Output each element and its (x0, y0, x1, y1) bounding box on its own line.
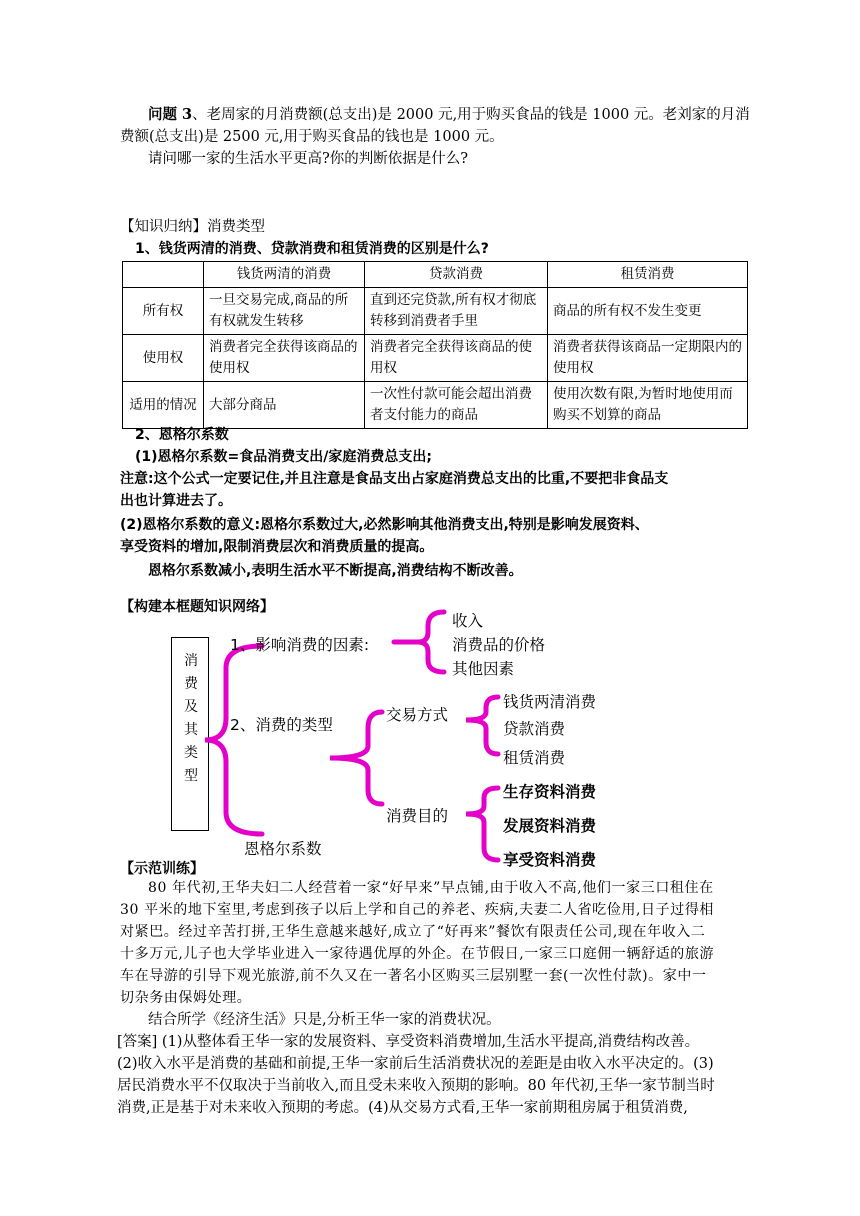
root-char: 消 (184, 653, 198, 669)
answer-line: [答案] (1)从整体看王华一家的发展资料、享受资料消费增加,生活水平提高,消费结构改善。 (117, 1034, 700, 1050)
knowledge-heading: 【知识归纳】消费类型 (120, 219, 265, 235)
trade-item: 贷款消费 (503, 720, 566, 738)
table-row (123, 288, 748, 335)
story-line: 80 年代初,王华夫妇二人经营着一家“好早来”早点铺,由于收入不高,他们一家三口租住在 (148, 880, 714, 896)
table-cell: 消费者完全获得该商品的使用权 (204, 335, 365, 382)
story-line: 对紧巴。经过辛苦打拼,王华生意越来越好,成立了“好再来”餐饮有限责任公司,现在年收入二 (120, 924, 706, 940)
table-cell: 直到还完贷款,所有权才彻底转移到消费者手里 (365, 288, 548, 335)
table-row-label: 适用的情况 (123, 382, 204, 429)
training-heading: 【示范训练】 (120, 861, 204, 877)
table-header-cell (123, 262, 204, 288)
problem3-line2: 费额(总支出)是 2500 元,用于购买食品的钱也是 1000 元。 (120, 129, 504, 145)
knowledge-question-1: 1、钱货两清的消费、贷款消费和租赁消费的区别是什么? (135, 241, 489, 257)
trade-item: 租赁消费 (503, 749, 566, 767)
network-root-box (171, 637, 209, 831)
table-header-cell: 租赁消费 (548, 262, 748, 288)
answer-line: 消费,正是基于对未来收入预期的考虑。(4)从交易方式看,王华一家前期租房属于租赁消费, (117, 1100, 688, 1116)
root-char: 费 (184, 676, 198, 692)
network-heading: 【构建本框题知识网络】 (120, 599, 274, 615)
root-char: 及 (184, 699, 198, 715)
table-header-cell: 贷款消费 (365, 262, 548, 288)
network-branch-1: 1、影响消费的因素: (230, 636, 370, 654)
consumption-type-table (122, 261, 748, 429)
table-cell: 消费者获得该商品一定期限内的使用权 (548, 335, 748, 382)
table-row-label: 所有权 (123, 288, 204, 335)
purpose-item: 享受资料消费 (503, 851, 597, 869)
purpose-brace (466, 788, 498, 860)
problem3-line1-text: 、老周家的月消费额(总支出)是 2000 元,用于购买食品的钱是 1000 元。老刘家的月消 (192, 107, 750, 123)
table-cell: 消费者完全获得该商品的使用权 (365, 335, 548, 382)
meaning-line-2: 享受资料的增加,限制消费层次和消费质量的提高。 (120, 539, 434, 555)
trade-method: 交易方式 (386, 706, 449, 724)
problem3-label: 问题 3 (148, 106, 193, 123)
story-line: 车在导游的引导下观光旅游,前不久又在一著名小区购买三层别墅一套(一次性付款)。家中一 (120, 968, 707, 984)
root-char: 型 (184, 768, 198, 784)
table-cell: 商品的所有权不发生变更 (548, 288, 748, 335)
table-header-cell: 钱货两清的消费 (204, 262, 365, 288)
network-branch-3: 恩格尔系数 (244, 840, 322, 858)
table-header-row (123, 262, 748, 288)
meaning-line-1: (2)恩格尔系数的意义:恩格尔系数过大,必然影响其他消费支出,特别是影响发展资料、 (120, 517, 649, 533)
factors-brace (418, 612, 444, 672)
factor-item: 收入 (452, 612, 484, 630)
table-row (123, 335, 748, 382)
types-brace (330, 712, 382, 804)
trade-item: 钱货两清消费 (503, 693, 597, 711)
table-cell: 一次性付款可能会超出消费者支付能力的商品 (365, 382, 548, 429)
main-brace (205, 646, 262, 834)
purpose-item: 生存资料消费 (503, 783, 597, 801)
table-cell: 大部分商品 (204, 382, 365, 429)
note-line-2: 出也计算进去了。 (120, 493, 232, 509)
table-row (123, 382, 748, 429)
problem3-line1 (148, 105, 750, 125)
root-char: 类 (184, 745, 198, 761)
engel-formula: (1)恩格尔系数=食品消费支出/家庭消费总支出; (135, 449, 432, 465)
knowledge-question-2: 2、恩格尔系数 (135, 427, 229, 443)
factor-item: 消费品的价格 (452, 636, 546, 654)
trade-brace (466, 697, 498, 754)
note-line-1: 注意:这个公式一定要记住,并且注意是食品支出占家庭消费总支出的比重,不要把非食品支 (120, 471, 669, 487)
root-char: 其 (184, 722, 198, 738)
consumption-purpose: 消费目的 (386, 807, 449, 825)
table-row-label: 使用权 (123, 335, 204, 382)
answer-line: 居民消费水平不仅取决于当前收入,而且受未来收入预期的影响。80 年代初,王华一家节制当时 (117, 1078, 715, 1094)
meaning-line-3: 恩格尔系数减小,表明生活水平不断提高,消费结构不断改善。 (148, 563, 523, 579)
network-branch-2: 2、消费的类型 (230, 716, 333, 734)
table-cell: 一旦交易完成,商品的所有权就发生转移 (204, 288, 365, 335)
story-line: 十多万元,儿子也大学毕业进入一家待遇优厚的外企。在节假日,一家三口庭佣一辆舒适的旅游 (120, 946, 715, 962)
purpose-item: 发展资料消费 (503, 817, 597, 835)
story-line: 切杂务由保姆处理。 (120, 990, 252, 1006)
answer-line: (2)收入水平是消费的基础和前提,王华一家前后生活消费状况的差距是由收入水平决定的。(3) (117, 1056, 714, 1072)
problem3-line3: 请问哪一家的生活水平更高?你的判断依据是什么? (148, 151, 469, 167)
factor-item: 其他因素 (452, 660, 515, 678)
table-cell: 使用次数有限,为暂时地使用而购买不划算的商品 (548, 382, 748, 429)
training-question: 结合所学《经济生活》只是,分析王华一家的消费状况。 (148, 1012, 501, 1028)
story-line: 30 平米的地下室里,考虑到孩子以后上学和自己的养老、疾病,夫妻二人省吃俭用,日子过得相 (120, 902, 715, 918)
